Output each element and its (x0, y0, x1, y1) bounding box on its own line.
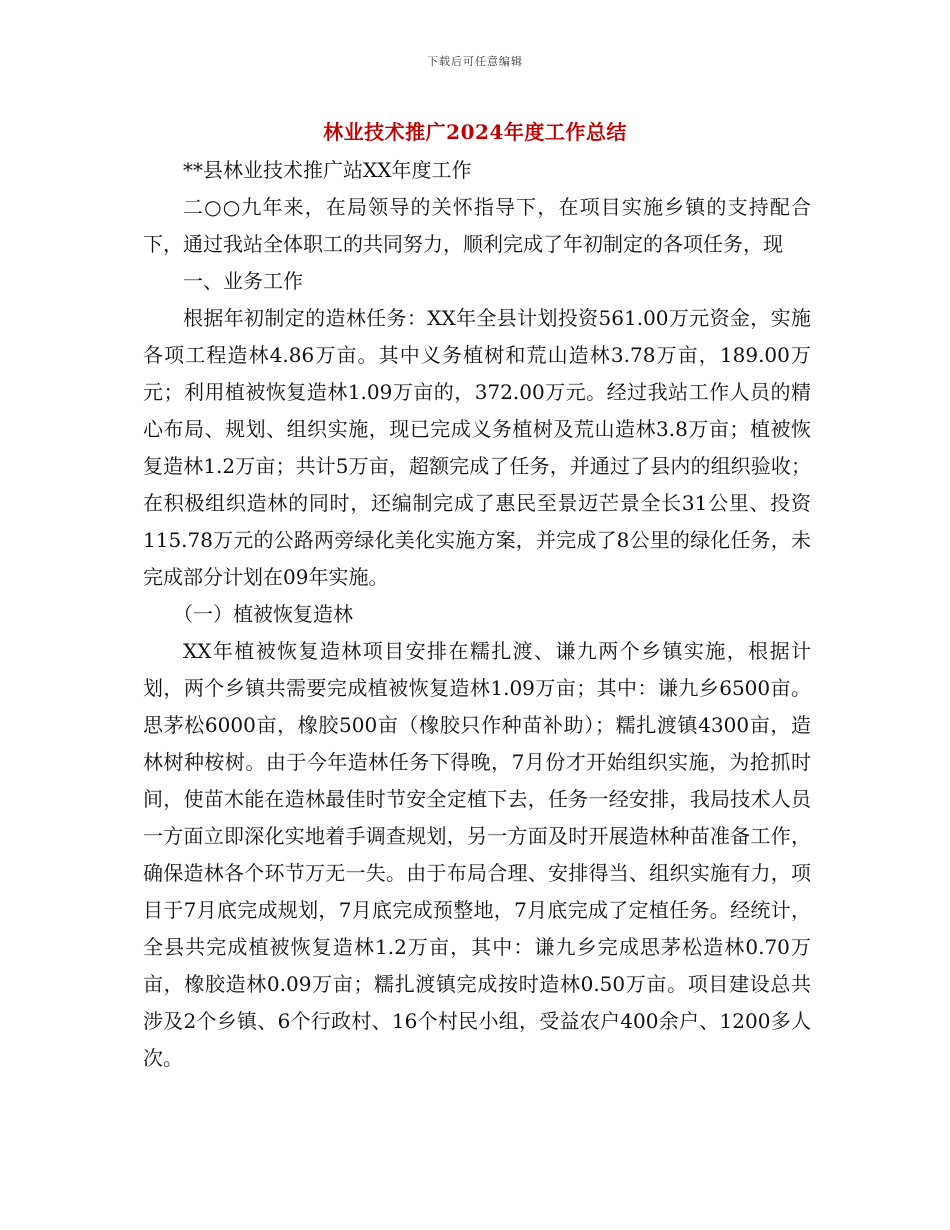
page-header-note: 下载后可任意编辑 (427, 55, 523, 68)
document-body (143, 152, 811, 1077)
body-paragraph: 根据年初制定的造林任务：XX年全县计划投资561.00万元资金，实施各项工程造林4.86万亩。其中义务植树和荒山造林3.78万亩，189.00万元；利用植被恢复造林1.09万亩的，372.00万元。经过我站工作人员的精心布局、规划、组织实施，现已完成义务植树及荒山造林3.8万亩；植被恢复造林1.2万亩；共计5万亩，超额完成了任务，并通过了县内的组织验收；在积极组织造林的同时，还编制完成了惠民至景迈芒景全长31公里、投资115.78万元的公路两旁绿化美化实施方案，并完成了8公里的绿化任务，未完成部分计划在09年实施。 (143, 306, 811, 589)
intro-paragraph: 二○○九年来，在局领导的关怀指导下，在项目实施乡镇的支持配合下，通过我站全体职工的共同努力，顺利完成了年初制定的各项任务，现 (143, 195, 811, 256)
document-subtitle: **县林业技术推广站XX年度工作 (183, 158, 472, 182)
document-title: 林业技术推广2024年度工作总结 (323, 120, 627, 144)
subsection-heading: （一）植被恢复造林 (173, 602, 353, 626)
body-paragraph: XX年植被恢复造林项目安排在糯扎渡、谦九两个乡镇实施，根据计划，两个乡镇共需要完成植被恢复造林1.09万亩；其中：谦九乡6500亩。思茅松6000亩，橡胶500亩（橡胶只作种苗补助）；糯扎渡镇4300亩，造林树种桉树。由于今年造林任务下得晚，7月份才开始组织实施，为抢抓时间，使苗木能在造林最佳时节安全定植下去，任务一经安排，我局技术人员一方面立即深化实地着手调查规划，另一方面及时开展造林种苗准备工作，确保造林各个环节万无一失。由于布局合理、安排得当、组织实施有力，项目于7月底完成规划，7月底完成预整地，7月底完成了定植任务。经统计，全县共完成植被恢复造林1.2万亩，其中：谦九乡完成思茅松造林0.70万亩，橡胶造林0.09万亩；糯扎渡镇完成按时造林0.50万亩。项目建设总共涉及2个乡镇、6个行政村、16个村民小组，受益农户400余户、1200多人次。 (143, 639, 811, 1070)
section-heading: 一、业务工作 (183, 269, 303, 293)
